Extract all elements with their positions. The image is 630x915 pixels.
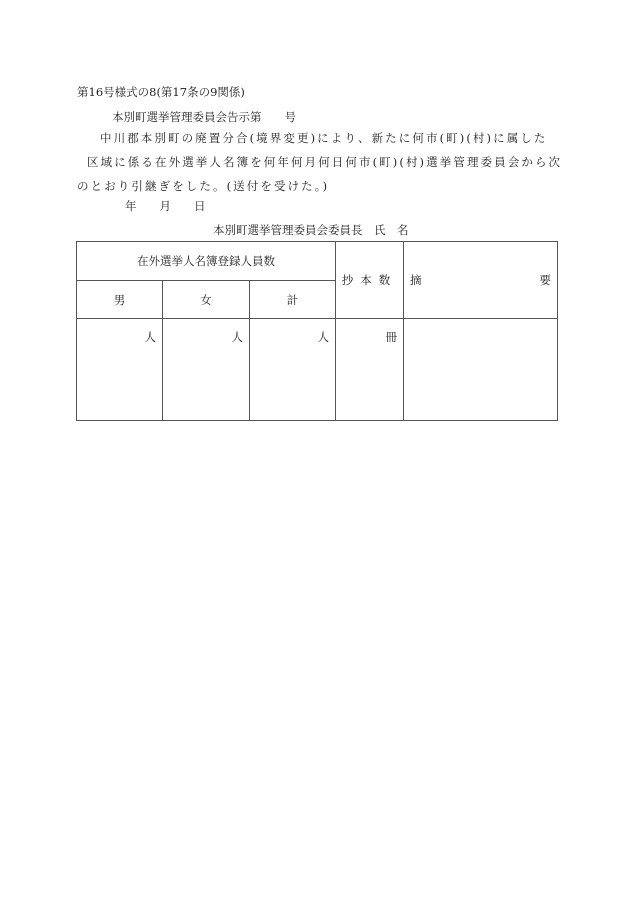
total-count-cell: 人 bbox=[250, 319, 336, 421]
body-text-line: のとおり引継ぎをした。(送付を受けた。) bbox=[77, 179, 330, 193]
notice-number: 本別町選挙管理委員会告示第 号 bbox=[112, 110, 296, 124]
female-header: 女 bbox=[163, 281, 250, 319]
table-row bbox=[77, 319, 558, 421]
remarks-header-part: 要 bbox=[539, 273, 552, 287]
signature-line: 本別町選挙管理委員会委員長 氏 名 bbox=[213, 223, 409, 237]
remarks-cell bbox=[404, 319, 558, 421]
male-count-cell: 人 bbox=[77, 319, 163, 421]
copies-header: 抄本数 bbox=[336, 242, 404, 319]
registered-count-header: 在外選挙人名簿登録人員数 bbox=[77, 242, 336, 281]
remarks-header-part: 摘 bbox=[410, 273, 422, 287]
total-header: 計 bbox=[250, 281, 336, 319]
body-text-line: 中川郡本別町の廃置分合(境界変更)により、新たに何市(町)(村)に属した bbox=[100, 131, 548, 145]
records-table bbox=[76, 241, 558, 421]
body-text-line: 区域に係る在外選挙人名簿を何年何月何日何市(町)(村)選挙管理委員会から次 bbox=[87, 155, 563, 169]
copies-count-cell: 冊 bbox=[336, 319, 404, 421]
male-header: 男 bbox=[77, 281, 163, 319]
female-count-cell: 人 bbox=[163, 319, 250, 421]
table-header-row bbox=[77, 242, 558, 281]
form-number: 第16号様式の8(第17条の9関係) bbox=[77, 85, 245, 99]
remarks-header bbox=[404, 242, 558, 319]
date-line: 年 月 日 bbox=[125, 199, 206, 213]
